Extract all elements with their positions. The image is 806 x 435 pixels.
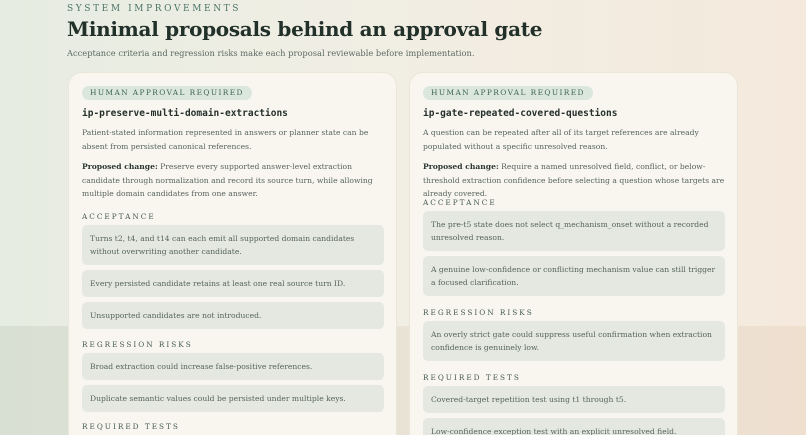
section-eyebrow: SYSTEM IMPROVEMENTS xyxy=(67,4,242,14)
regression-risks-label: REGRESSION RISKS xyxy=(423,308,534,317)
acceptance-item: Turns t2, t4, and t14 can each emit all supported domain candidates without overwriting another candidate. xyxy=(82,225,384,265)
proposed-change-label: Proposed change: xyxy=(82,162,158,171)
page-subtitle: Acceptance criteria and regression risks make each proposal reviewable before implementation. xyxy=(67,48,475,58)
proposal-card xyxy=(68,72,397,435)
risk-item: An overly strict gate could suppress useful confirmation when extraction confidence is genuinely low. xyxy=(423,321,725,361)
approval-badge: HUMAN APPROVAL REQUIRED xyxy=(82,86,252,100)
page-title: Minimal proposals behind an approval gate xyxy=(67,17,543,41)
proposal-problem: Patient-stated information represented in answers or planner state can be absent from persisted canonical references. xyxy=(82,128,369,151)
proposal-change xyxy=(423,160,728,201)
acceptance-item: The pre-t5 state does not select q_mechanism_onset without a recorded unresolved reason. xyxy=(423,211,725,251)
proposed-change-text: Require a named unresolved field, conflict, or below-threshold extraction confidence before selecting a question whose targets are already covered. xyxy=(423,162,725,198)
test-item: Low-confidence exception test with an explicit unresolved field. xyxy=(423,418,725,435)
regression-risks-label: REGRESSION RISKS xyxy=(82,340,193,349)
acceptance-item: Unsupported candidates are not introduced. xyxy=(82,302,384,329)
proposal-change xyxy=(82,160,387,201)
proposal-id: ip-preserve-multi-domain-extractions xyxy=(82,108,288,119)
proposed-change-text: Preserve every supported answer-level extraction candidate through normalization and record its source turn, while allowing multiple domain candidates from one answer. xyxy=(82,162,373,198)
acceptance-label: ACCEPTANCE xyxy=(423,198,497,207)
risk-item: Duplicate semantic values could be persisted under multiple keys. xyxy=(82,385,384,412)
risk-item: Broad extraction could increase false-positive references. xyxy=(82,353,384,380)
required-tests-label: REQUIRED TESTS xyxy=(82,422,180,431)
proposal-id: ip-gate-repeated-covered-questions xyxy=(423,108,618,119)
proposal-card xyxy=(409,72,738,435)
test-item: Covered-target repetition test using t1 through t5. xyxy=(423,386,725,413)
approval-badge: HUMAN APPROVAL REQUIRED xyxy=(423,86,593,100)
acceptance-label: ACCEPTANCE xyxy=(82,212,156,221)
acceptance-item: Every persisted candidate retains at least one real source turn ID. xyxy=(82,270,384,297)
required-tests-label: REQUIRED TESTS xyxy=(423,373,521,382)
proposal-problem: A question can be repeated after all of its target references are already populated without a specific unresolved reason. xyxy=(423,128,699,151)
proposed-change-label: Proposed change: xyxy=(423,162,499,171)
acceptance-item: A genuine low-confidence or conflicting mechanism value can still trigger a focused clarification. xyxy=(423,256,725,296)
